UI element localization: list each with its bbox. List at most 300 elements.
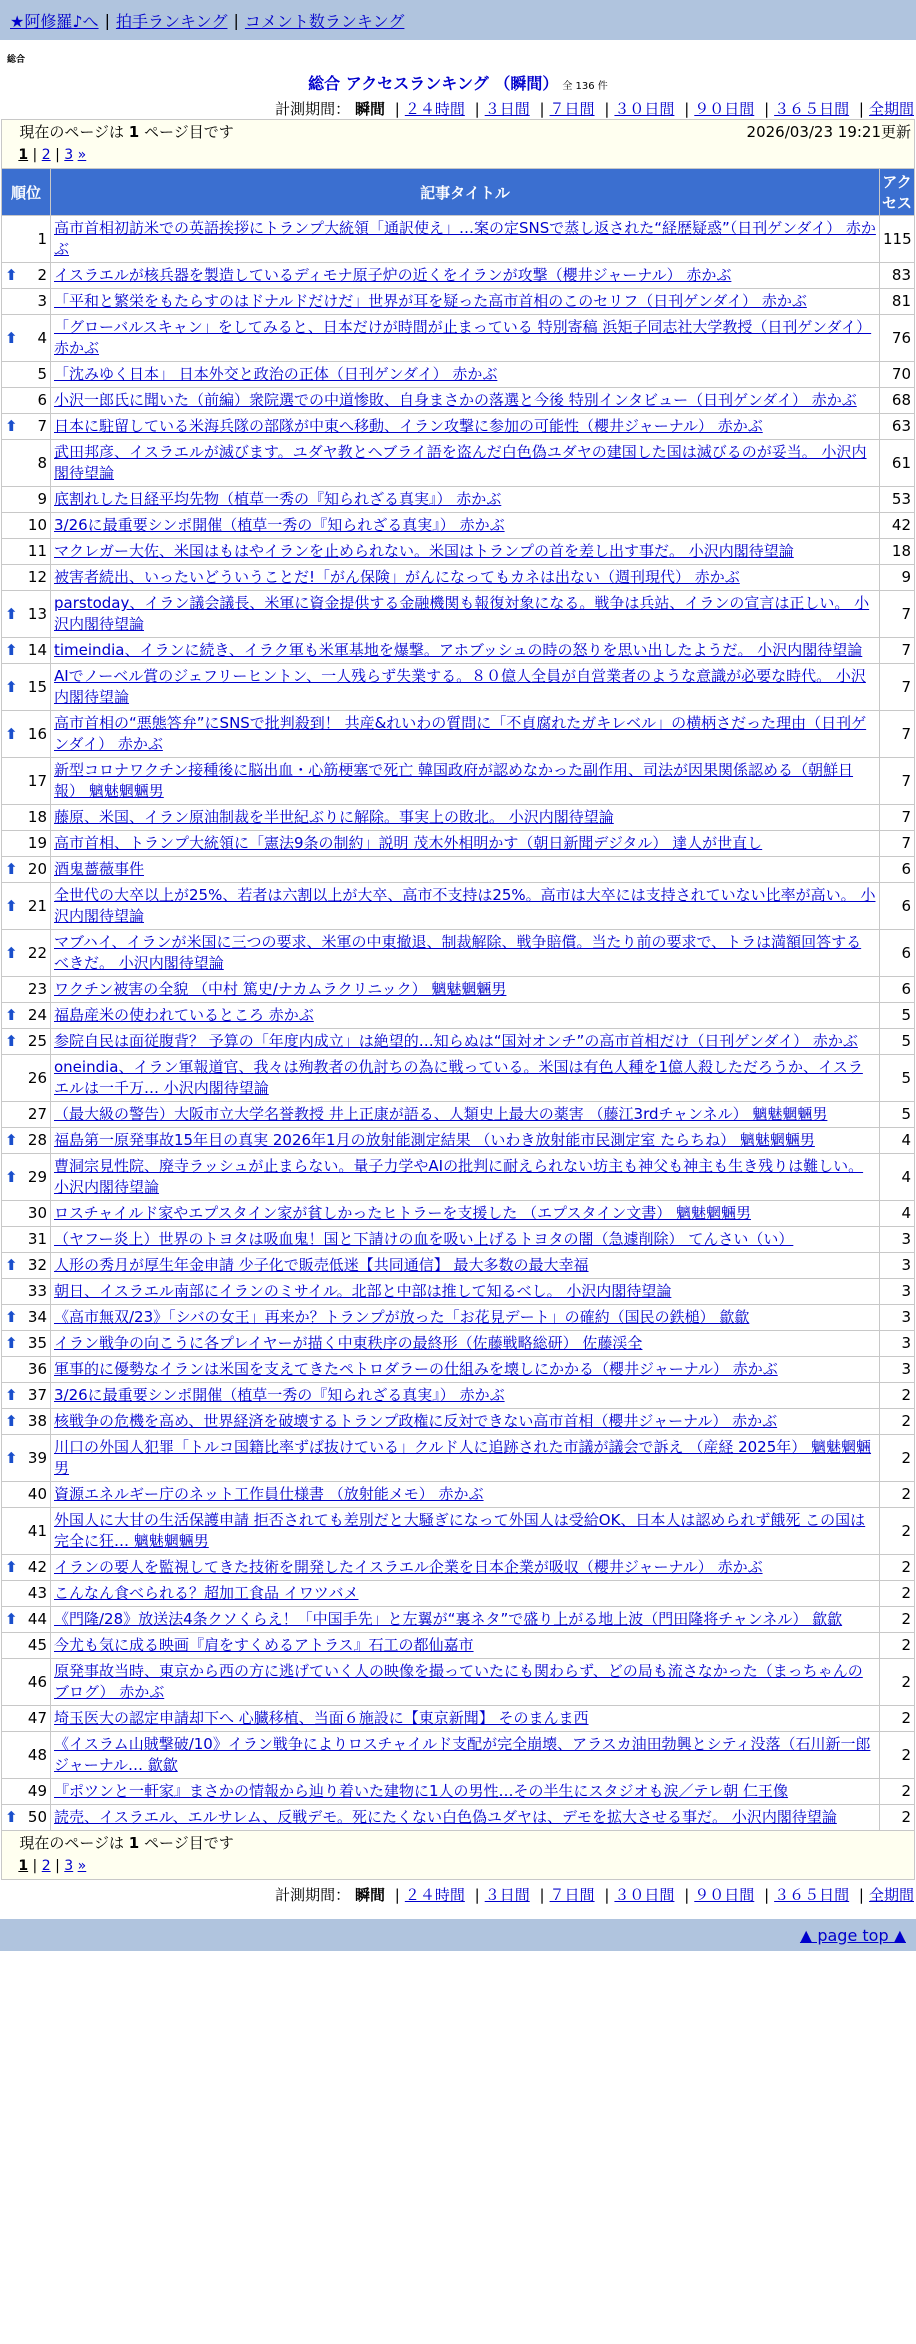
rank-cell xyxy=(2,1128,50,1153)
table-row xyxy=(2,1357,914,1382)
rank-cell xyxy=(2,1508,50,1554)
article-link[interactable]: こんなん食べられる？超加工食品 イワツバメ xyxy=(54,1584,359,1602)
rank-number: 49 xyxy=(27,1782,47,1800)
period-selector-top: 計測期間： 瞬間 | ２４時間 | ３日間 | ７日間 | ３０日間 | ９０日間 | ３６５日間 | 全期間 xyxy=(275,100,914,118)
article-link[interactable]: 高市首相、トランプ大統領に「憲法9条の制約」説明 茂木外相明かす（朝日新聞デジタル） 達人が世直し xyxy=(54,834,763,852)
table-row xyxy=(2,565,914,590)
article-link[interactable]: parstoday、イラン議会議長、米軍に資金提供する金融機関も報復対象になる。戦争は兵站、イランの宣言は正しい。 小沢内閣待望論 xyxy=(54,594,870,633)
rank-cell xyxy=(2,1154,50,1200)
article-link[interactable]: マクレガー大佐、米国はもはやイランを止められない。米国はトランプの首を差し出す事だ。 小沢内閣待望論 xyxy=(54,542,794,560)
title-cell xyxy=(51,930,879,976)
rank-number: 11 xyxy=(27,542,47,560)
article-link[interactable]: 川口の外国人犯罪「トルコ国籍比率ずば抜けている」クルド人に追跡された市議が議会で訴え （産経 2025年） 魑魅魍魎男 xyxy=(54,1438,872,1477)
rank-number: 15 xyxy=(27,677,47,696)
rank-up-arrow-icon: ⬆ xyxy=(5,1131,18,1149)
nav-separator: | xyxy=(104,10,110,30)
rank-number: 47 xyxy=(27,1709,47,1727)
rank-cell xyxy=(2,513,50,538)
article-link[interactable]: 福島産米の使われているところ 赤かぶ xyxy=(54,1006,314,1024)
rank-cell xyxy=(2,289,50,314)
article-link[interactable]: 「沈みゆく日本」 日本外交と政治の正体（日刊ゲンダイ） 赤かぶ xyxy=(54,365,498,383)
access-count: 76 xyxy=(880,315,914,361)
title-cell xyxy=(51,1805,879,1830)
table-row xyxy=(2,930,914,976)
access-count: 53 xyxy=(880,487,914,512)
rank-number: 48 xyxy=(27,1745,47,1764)
title-cell xyxy=(51,1029,879,1054)
top-nav-bar xyxy=(0,0,916,40)
period-link-24h[interactable]: ２４時間 xyxy=(404,100,465,118)
rank-cell xyxy=(2,711,50,757)
access-count: 2 xyxy=(880,1706,914,1731)
rank-cell xyxy=(2,1659,50,1705)
rank-cell xyxy=(2,1633,50,1658)
access-count: 7 xyxy=(880,805,914,830)
table-row xyxy=(2,1581,914,1606)
header-access: アクセス xyxy=(880,169,914,215)
rank-number: 20 xyxy=(27,860,47,878)
rank-number: 36 xyxy=(27,1360,47,1378)
table-row xyxy=(2,362,914,387)
table-row xyxy=(2,539,914,564)
table-row xyxy=(2,1279,914,1304)
rank-up-arrow-icon: ⬆ xyxy=(5,1006,18,1024)
rank-number: 29 xyxy=(27,1167,47,1186)
nav-link-clap-ranking[interactable]: 拍手ランキング xyxy=(115,11,228,31)
rank-number: 30 xyxy=(27,1204,47,1222)
period-link-90d[interactable]: ９０日間 xyxy=(694,100,755,118)
article-link[interactable]: 武田邦彦、イスラエルが滅びます。ユダヤ教とヘブライ語を盗んだ白色偽ユダヤの建国した国は滅びるのが妥当。 小沢内閣待望論 xyxy=(54,443,867,482)
table-row xyxy=(2,1305,914,1330)
access-count: 2 xyxy=(880,1607,914,1632)
pager-link-3[interactable]: 3 xyxy=(64,147,74,163)
bottom-bar xyxy=(0,1919,916,1951)
rank-up-arrow-icon: ⬆ xyxy=(5,677,18,696)
article-link[interactable]: oneindia、イラン軍報道官、我々は殉教者の仇討ちの為に戦っている。米国は有色人種を1億人殺しただろうか、イスラエルは一千万… 小沢内閣待望論 xyxy=(54,1058,863,1097)
title-cell xyxy=(51,513,879,538)
table-row xyxy=(2,1779,914,1804)
title-cell xyxy=(51,1706,879,1731)
rank-cell xyxy=(2,1279,50,1304)
rank-up-arrow-icon: ⬆ xyxy=(5,417,18,435)
rank-cell xyxy=(2,638,50,663)
access-count: 4 xyxy=(880,1201,914,1226)
rank-up-arrow-icon: ⬆ xyxy=(5,724,18,743)
table-row xyxy=(2,216,914,262)
title-cell xyxy=(51,638,879,663)
table-row xyxy=(2,263,914,288)
rank-number: 18 xyxy=(27,808,47,826)
period-link-30d-bottom[interactable]: ３０日間 xyxy=(614,1886,675,1904)
page-top-link[interactable]: ▲ page top ▲ xyxy=(799,1925,906,1945)
article-link[interactable]: 藤原、米国、イラン原油制裁を半世紀ぶりに解除。事実上の敗北。 小沢内閣待望論 xyxy=(54,808,614,826)
period-link-all-bottom[interactable]: 全期間 xyxy=(868,1886,914,1904)
table-row xyxy=(2,805,914,830)
period-link-all[interactable]: 全期間 xyxy=(868,100,914,118)
article-link[interactable]: 今尤も気に成る映画『肩をすくめるアトラス』石工の都仙嘉市 xyxy=(54,1636,474,1654)
access-count: 7 xyxy=(880,758,914,804)
article-link[interactable]: 日本に駐留している米海兵隊の部隊が中東へ移動、イラン攻撃に参加の可能性（櫻井ジャーナル） 赤かぶ xyxy=(54,417,763,435)
access-count: 2 xyxy=(880,1482,914,1507)
rank-cell xyxy=(2,1732,50,1778)
rank-number: 10 xyxy=(27,516,47,534)
access-count: 3 xyxy=(880,1331,914,1356)
rank-number: 43 xyxy=(27,1584,47,1602)
rank-cell xyxy=(2,362,50,387)
rank-cell xyxy=(2,565,50,590)
table-row xyxy=(2,1732,914,1778)
period-current: 瞬間 xyxy=(354,100,385,118)
table-row xyxy=(2,883,914,929)
access-count: 2 xyxy=(880,1383,914,1408)
rank-cell xyxy=(2,1581,50,1606)
rank-cell xyxy=(2,591,50,637)
period-link-30d[interactable]: ３０日間 xyxy=(614,100,675,118)
access-count: 5 xyxy=(880,1003,914,1028)
rank-cell xyxy=(2,857,50,882)
rank-number: 33 xyxy=(27,1282,47,1300)
table-row xyxy=(2,638,914,663)
article-link[interactable]: timeindia、イランに続き、イラク軍も米軍基地を爆撃。アホブッシュの時の怒りを思い出したようだ。 小沢内閣待望論 xyxy=(54,641,863,659)
title-cell xyxy=(51,1779,879,1804)
page-info-row-top xyxy=(2,120,914,168)
title-cell xyxy=(51,883,879,929)
access-count: 6 xyxy=(880,977,914,1002)
header-title: 記事タイトル xyxy=(51,169,879,215)
access-count: 5 xyxy=(880,1102,914,1127)
table-row xyxy=(2,1331,914,1356)
rank-number: 40 xyxy=(27,1485,47,1503)
table-row xyxy=(2,440,914,486)
title-cell xyxy=(51,1732,879,1778)
rank-up-arrow-icon: ⬆ xyxy=(5,1448,18,1467)
rank-number: 42 xyxy=(27,1558,47,1576)
rank-number: 27 xyxy=(27,1105,47,1123)
article-link[interactable]: 朝日、イスラエル南部にイランのミサイル。北部と中部は推して知るべし。 小沢内閣待望論 xyxy=(54,1282,672,1300)
rank-number: 19 xyxy=(27,834,47,852)
rank-cell xyxy=(2,1331,50,1356)
article-link[interactable]: 資源エネルギー庁のネット工作員仕様書 （放射能メモ） 赤かぶ xyxy=(54,1485,484,1503)
table-row xyxy=(2,1409,914,1434)
article-link[interactable]: ロスチャイルド家やエプスタイン家が貧しかったヒトラーを支援した （エプスタイン文書） 魑魅魍魎男 xyxy=(54,1204,751,1222)
pager-current-page: 1 xyxy=(18,147,29,163)
nav-separator: | xyxy=(233,10,239,30)
access-count: 2 xyxy=(880,1732,914,1778)
article-link[interactable]: 《イスラム山賊撃破/10》イラン戦争によりロスチャイルド支配が完全崩壊、アラスカ油田勃興とシティ没落（石川新一郎ジャーナル… 歙歙 xyxy=(54,1735,871,1774)
article-link[interactable]: 《高市無双/23》「シバの女王」再来か？トランプが放った「お花見デート」の確約（国民の鉄槌） 歙歙 xyxy=(54,1308,750,1326)
article-link[interactable]: 小沢一郎氏に聞いた（前編）衆院選での中道惨敗、自身まさかの落選と今後 特別インタビュー（日刊ゲンダイ） 赤かぶ xyxy=(54,391,857,409)
table-row xyxy=(2,1029,914,1054)
rank-cell xyxy=(2,805,50,830)
access-count: 2 xyxy=(880,1555,914,1580)
section-label: 総合 xyxy=(7,55,26,65)
table-row xyxy=(2,388,914,413)
table-row xyxy=(2,1201,914,1226)
rank-number: 41 xyxy=(27,1521,47,1540)
article-link[interactable]: 曹洞宗見性院、廃寺ラッシュが止まらない。量子力学やAIの批判に耐えられない坊主も神父も神主も生き残りは難しい。 小沢内閣待望論 xyxy=(54,1157,864,1196)
table-row xyxy=(2,758,914,804)
pager-link-2-bottom[interactable]: 2 xyxy=(41,1858,51,1874)
rank-number: 24 xyxy=(27,1006,47,1024)
title-cell xyxy=(51,1409,879,1434)
access-count: 6 xyxy=(880,883,914,929)
title-cell xyxy=(51,1102,879,1127)
rank-number: 46 xyxy=(27,1672,47,1691)
access-count: 61 xyxy=(880,440,914,486)
rank-up-arrow-icon: ⬆ xyxy=(5,266,18,284)
rank-number: 35 xyxy=(27,1334,47,1352)
title-cell xyxy=(51,805,879,830)
nav-link-asyura[interactable]: ★阿修羅♪へ xyxy=(10,11,99,31)
access-count: 5 xyxy=(880,1055,914,1101)
title-cell xyxy=(51,1253,879,1278)
page-info-text: 現在のページは 1 ページ目です xyxy=(19,123,234,141)
title-cell xyxy=(51,1633,879,1658)
pager-current-page-bottom: 1 xyxy=(18,1858,29,1874)
period-link-7d[interactable]: ７日間 xyxy=(549,100,595,118)
rank-cell xyxy=(2,315,50,361)
period-link-90d-bottom[interactable]: ９０日間 xyxy=(694,1886,755,1904)
article-link[interactable]: 人形の秀月が厚生年金申請 少子化で販売低迷【共同通信】 最大多数の最大幸福 xyxy=(54,1256,589,1274)
access-count: 2 xyxy=(880,1409,914,1434)
article-link[interactable]: イスラエルが核兵器を製造しているディモナ原子炉の近くをイランが攻撃（櫻井ジャーナル） 赤かぶ xyxy=(54,266,732,284)
rank-number: 13 xyxy=(27,604,47,623)
rank-cell xyxy=(2,1357,50,1382)
title-cell xyxy=(51,711,879,757)
table-row xyxy=(2,1128,914,1153)
rank-cell xyxy=(2,1409,50,1434)
table-row xyxy=(2,1633,914,1658)
title-cell xyxy=(51,1508,879,1554)
title-cell xyxy=(51,1201,879,1226)
rank-number: 22 xyxy=(27,943,47,962)
rank-cell xyxy=(2,758,50,804)
article-link[interactable]: イランの要人を監視してきた技術を開発したイスラエル企業を日本企業が吸収（櫻井ジャーナル） 赤かぶ xyxy=(54,1558,763,1576)
article-link[interactable]: 3/26に最重要シンポ開催（植草一秀の『知られざる真実』） 赤かぶ xyxy=(54,516,505,534)
rank-number: 32 xyxy=(27,1256,47,1274)
period-label-bottom: 計測期間： xyxy=(275,1886,351,1904)
title-cell xyxy=(51,565,879,590)
access-count: 3 xyxy=(880,1253,914,1278)
updated-timestamp: 2026/03/23 19:21更新 xyxy=(746,123,911,141)
article-link[interactable]: 外国人に大甘の生活保護申請 拒否されても差別だと大騒ぎになって外国人は受給OK、日本人は認められず餓死 この国は完全に狂… 魑魅魍魎男 xyxy=(54,1511,866,1550)
pager-next[interactable]: » xyxy=(77,147,87,163)
title-cell xyxy=(51,1154,879,1200)
rank-cell xyxy=(2,1383,50,1408)
pager-next-bottom[interactable]: » xyxy=(77,1858,87,1874)
table-row xyxy=(2,1555,914,1580)
table-row xyxy=(2,1003,914,1028)
rank-number: 3 xyxy=(37,292,47,310)
table-row xyxy=(2,1102,914,1127)
title-cell xyxy=(51,362,879,387)
article-link[interactable]: 酒鬼薔薇事件 xyxy=(54,860,145,878)
access-count: 4 xyxy=(880,1154,914,1200)
period-link-24h-bottom[interactable]: ２４時間 xyxy=(404,1886,465,1904)
rank-number: 39 xyxy=(27,1448,47,1467)
rank-number: 14 xyxy=(27,641,47,659)
article-link[interactable]: （ヤフー炎上）世界のトヨタは吸血鬼！国と下請けの血を吸い上げるトヨタの闇（急遽削除） てんさい（い） xyxy=(54,1230,794,1248)
title-cell xyxy=(51,758,879,804)
rank-cell xyxy=(2,1706,50,1731)
article-link[interactable]: 新型コロナワクチン接種後に脳出血・心筋梗塞で死亡 韓国政府が認めなかった副作用、司法が因果関係認める（朝鮮日報） 魑魅魍魎男 xyxy=(54,761,854,800)
rank-number: 1 xyxy=(37,229,47,248)
period-link-7d-bottom[interactable]: ７日間 xyxy=(549,1886,595,1904)
rank-number: 16 xyxy=(27,724,47,743)
rank-number: 31 xyxy=(27,1230,47,1248)
table-row xyxy=(2,414,914,439)
rank-up-arrow-icon: ⬆ xyxy=(5,1558,18,1576)
period-current-bottom: 瞬間 xyxy=(354,1886,385,1904)
rank-number: 26 xyxy=(27,1068,47,1087)
table-row xyxy=(2,857,914,882)
title-cell xyxy=(51,857,879,882)
article-link[interactable]: 福島第一原発事故15年目の真実 2026年1月の放射能測定結果 （いわき放射能市民測定室 たらちね） 魑魅魍魎男 xyxy=(54,1131,815,1149)
access-count: 2 xyxy=(880,1435,914,1481)
article-link[interactable]: イラン戦争の向こうに各プレイヤーが描く中東秩序の最終形（佐藤戦略総研） 佐藤渓全 xyxy=(54,1334,643,1352)
access-count: 68 xyxy=(880,388,914,413)
period-link-3d[interactable]: ３日間 xyxy=(484,100,530,118)
access-count: 42 xyxy=(880,513,914,538)
title-cell xyxy=(51,414,879,439)
rank-cell xyxy=(2,831,50,856)
rank-number: 28 xyxy=(27,1131,47,1149)
rank-cell xyxy=(2,1779,50,1804)
page-info-text-bottom: 現在のページは 1 ページ目です xyxy=(19,1834,234,1852)
rank-cell xyxy=(2,930,50,976)
rank-number: 50 xyxy=(27,1808,47,1826)
table-row xyxy=(2,289,914,314)
table-row xyxy=(2,591,914,637)
rank-cell xyxy=(2,1201,50,1226)
ranking-total-count: 全 136 件 xyxy=(562,81,608,92)
rank-number: 38 xyxy=(27,1412,47,1430)
rank-number: 12 xyxy=(27,568,47,586)
rank-up-arrow-icon: ⬆ xyxy=(5,1334,18,1352)
article-link[interactable]: マブハイ、イランが米国に三つの要求、米軍の中東撤退、制裁解除、戦争賠償。当たり前の要求で、トラは満額回答するべきだ。 小沢内閣待望論 xyxy=(54,933,862,972)
table-row xyxy=(2,711,914,757)
access-count: 3 xyxy=(880,1305,914,1330)
access-count: 2 xyxy=(880,1508,914,1554)
period-selector-bottom: 計測期間： 瞬間 | ２４時間 | ３日間 | ７日間 | ３０日間 | ９０日間 | ３６５日間 | 全期間 xyxy=(275,1886,914,1904)
article-link[interactable]: 読売、イスラエル、エルサレム、反戦デモ。死にたくない白色偽ユダヤは、デモを拡大させる事だ。 小沢内閣待望論 xyxy=(54,1808,837,1826)
access-count: 2 xyxy=(880,1805,914,1830)
rank-cell xyxy=(2,1607,50,1632)
access-count: 2 xyxy=(880,1779,914,1804)
period-link-3d-bottom[interactable]: ３日間 xyxy=(484,1886,530,1904)
article-link[interactable]: 埼玉医大の認定申請却下へ 心臓移植、当面６施設に【東京新聞】 そのまんま西 xyxy=(54,1709,589,1727)
access-count: 83 xyxy=(880,263,914,288)
header-rank: 順位 xyxy=(2,169,50,215)
article-link[interactable]: 『ポツンと一軒家』まさかの情報から辿り着いた建物に1人の男性…その半生にスタジオも涙／テレ朝 仁王像 xyxy=(54,1782,789,1800)
article-link[interactable]: （最大級の警告）大阪市立大学名誉教授 井上正康が語る、人類史上最大の薬害 （藤江3rdチャンネル） 魑魅魍魎男 xyxy=(54,1105,828,1123)
title-cell xyxy=(51,1482,879,1507)
article-link[interactable]: 核戦争の危機を高め、世界経済を破壊するトランプ政権に反対できない高市首相（櫻井ジャーナル） 赤かぶ xyxy=(54,1412,778,1430)
article-link[interactable]: AIでノーベル賞のジェフリーヒントン、一人残らず失業する。８０億人全員が自営業者のような意識が必要な時代。 小沢内閣待望論 xyxy=(54,667,866,706)
rank-cell xyxy=(2,216,50,262)
title-cell xyxy=(51,539,879,564)
title-cell xyxy=(51,1003,879,1028)
article-link[interactable]: 全世代の大卒以上が25%、若者は六割以上が大卒、高市不支持は25%。高市は大卒には支持されていない比率が高い。 小沢内閣待望論 xyxy=(54,886,876,925)
period-link-365d[interactable]: ３６５日間 xyxy=(774,100,850,118)
rank-up-arrow-icon: ⬆ xyxy=(5,1610,18,1628)
title-cell xyxy=(51,289,879,314)
table-row xyxy=(2,977,914,1002)
access-count: 5 xyxy=(880,1029,914,1054)
access-count: 6 xyxy=(880,857,914,882)
title-cell xyxy=(51,1357,879,1382)
nav-link-comment-ranking[interactable]: コメント数ランキング xyxy=(244,11,405,31)
article-link[interactable]: 3/26に最重要シンポ開催（植草一秀の『知られざる真実』） 赤かぶ xyxy=(54,1386,505,1404)
rank-cell xyxy=(2,1435,50,1481)
rank-up-arrow-icon: ⬆ xyxy=(5,1308,18,1326)
rank-up-arrow-icon: ⬆ xyxy=(5,896,18,915)
table-row xyxy=(2,664,914,710)
article-link[interactable]: 参院自民は面従腹背？ 予算の「年度内成立」は絶望的…知らぬは“国対オンチ”の高市首相だけ（日刊ゲンダイ） 赤かぶ xyxy=(54,1032,858,1050)
rank-cell xyxy=(2,1482,50,1507)
ranking-title-text: 総合 アクセスランキング （瞬間） xyxy=(308,74,559,93)
article-link[interactable]: 底割れした日経平均先物（植草一秀の『知られざる真実』） 赤かぶ xyxy=(54,490,502,508)
table-row xyxy=(2,1805,914,1830)
access-count: 2 xyxy=(880,1659,914,1705)
title-cell xyxy=(51,1435,879,1481)
title-cell xyxy=(51,664,879,710)
access-count: 7 xyxy=(880,831,914,856)
table-header-row xyxy=(2,169,914,215)
access-count: 18 xyxy=(880,539,914,564)
article-link[interactable]: 「平和と繁栄をもたらすのはドナルドだけだ」世界が耳を疑った高市首相のこのセリフ（日刊ゲンダイ） 赤かぶ xyxy=(54,292,807,310)
pager-link-2[interactable]: 2 xyxy=(41,147,51,163)
article-link[interactable]: 被害者続出、いったいどういうことだ!「がん保険」がんになってもカネは出ない（週刊現代） 赤かぶ xyxy=(54,568,740,586)
article-link[interactable]: ワクチン被害の全貌 （中村 篤史/ナカムラクリニック） 魑魅魍魎男 xyxy=(54,980,507,998)
rank-number: 21 xyxy=(27,896,47,915)
title-cell xyxy=(51,1279,879,1304)
rank-number: 4 xyxy=(37,328,47,347)
rank-cell xyxy=(2,388,50,413)
rank-up-arrow-icon: ⬆ xyxy=(5,860,18,878)
period-link-365d-bottom[interactable]: ３６５日間 xyxy=(774,1886,850,1904)
rank-up-arrow-icon: ⬆ xyxy=(5,943,18,962)
rank-up-arrow-icon: ⬆ xyxy=(5,1032,18,1050)
table-row xyxy=(2,1154,914,1200)
table-row xyxy=(2,513,914,538)
article-link[interactable]: 「グローバルスキャン」をしてみると、日本だけが時間が止まっている 特別寄稿 浜矩子同志社大学教授（日刊ゲンダイ） 赤かぶ xyxy=(54,318,872,357)
rank-cell xyxy=(2,1029,50,1054)
article-link[interactable]: 高市首相の“悪態答弁”にSNSで批判殺到！ 共産&れいわの質問に「不貞腐れたガキレベル」の横柄さだった理由（日刊ゲンダイ） 赤かぶ xyxy=(54,714,867,753)
access-count: 2 xyxy=(880,1633,914,1658)
table-row xyxy=(2,1607,914,1632)
rank-cell xyxy=(2,664,50,710)
title-cell xyxy=(51,1581,879,1606)
rank-up-arrow-icon: ⬆ xyxy=(5,604,18,623)
pager-link-3-bottom[interactable]: 3 xyxy=(64,1858,74,1874)
access-count: 4 xyxy=(880,1128,914,1153)
article-link[interactable]: 《門隆/28》放送法4条クソくらえ！「中国手先」と左翼が“裏ネタ”で盛り上がる地上波（門田隆将チャンネル） 歙歙 xyxy=(54,1610,843,1628)
article-link[interactable]: 高市首相初訪米での英語挨拶にトランプ大統領「通訳使え」…案の定SNSで蒸し返された“経歴疑惑”（日刊ゲンダイ） 赤かぶ xyxy=(54,219,876,258)
table-row xyxy=(2,1435,914,1481)
rank-cell xyxy=(2,1227,50,1252)
table-row xyxy=(2,1706,914,1731)
article-link[interactable]: 原発事故当時、東京から西の方に逃げていく人の映像を撮っていたにも関わらず、どの局も流さなかった（まっちゃんのブログ） 赤かぶ xyxy=(54,1662,863,1701)
access-count: 3 xyxy=(880,1357,914,1382)
rank-cell xyxy=(2,883,50,929)
title-cell xyxy=(51,1383,879,1408)
rank-cell xyxy=(2,1805,50,1830)
ranking-table xyxy=(1,119,915,1880)
ranking-title xyxy=(0,71,916,94)
rank-up-arrow-icon: ⬆ xyxy=(5,1808,18,1826)
article-link[interactable]: 軍事的に優勢なイランは米国を支えてきたペトロダラーの仕組みを壊しにかかる（櫻井ジャーナル） 赤かぶ xyxy=(54,1360,778,1378)
